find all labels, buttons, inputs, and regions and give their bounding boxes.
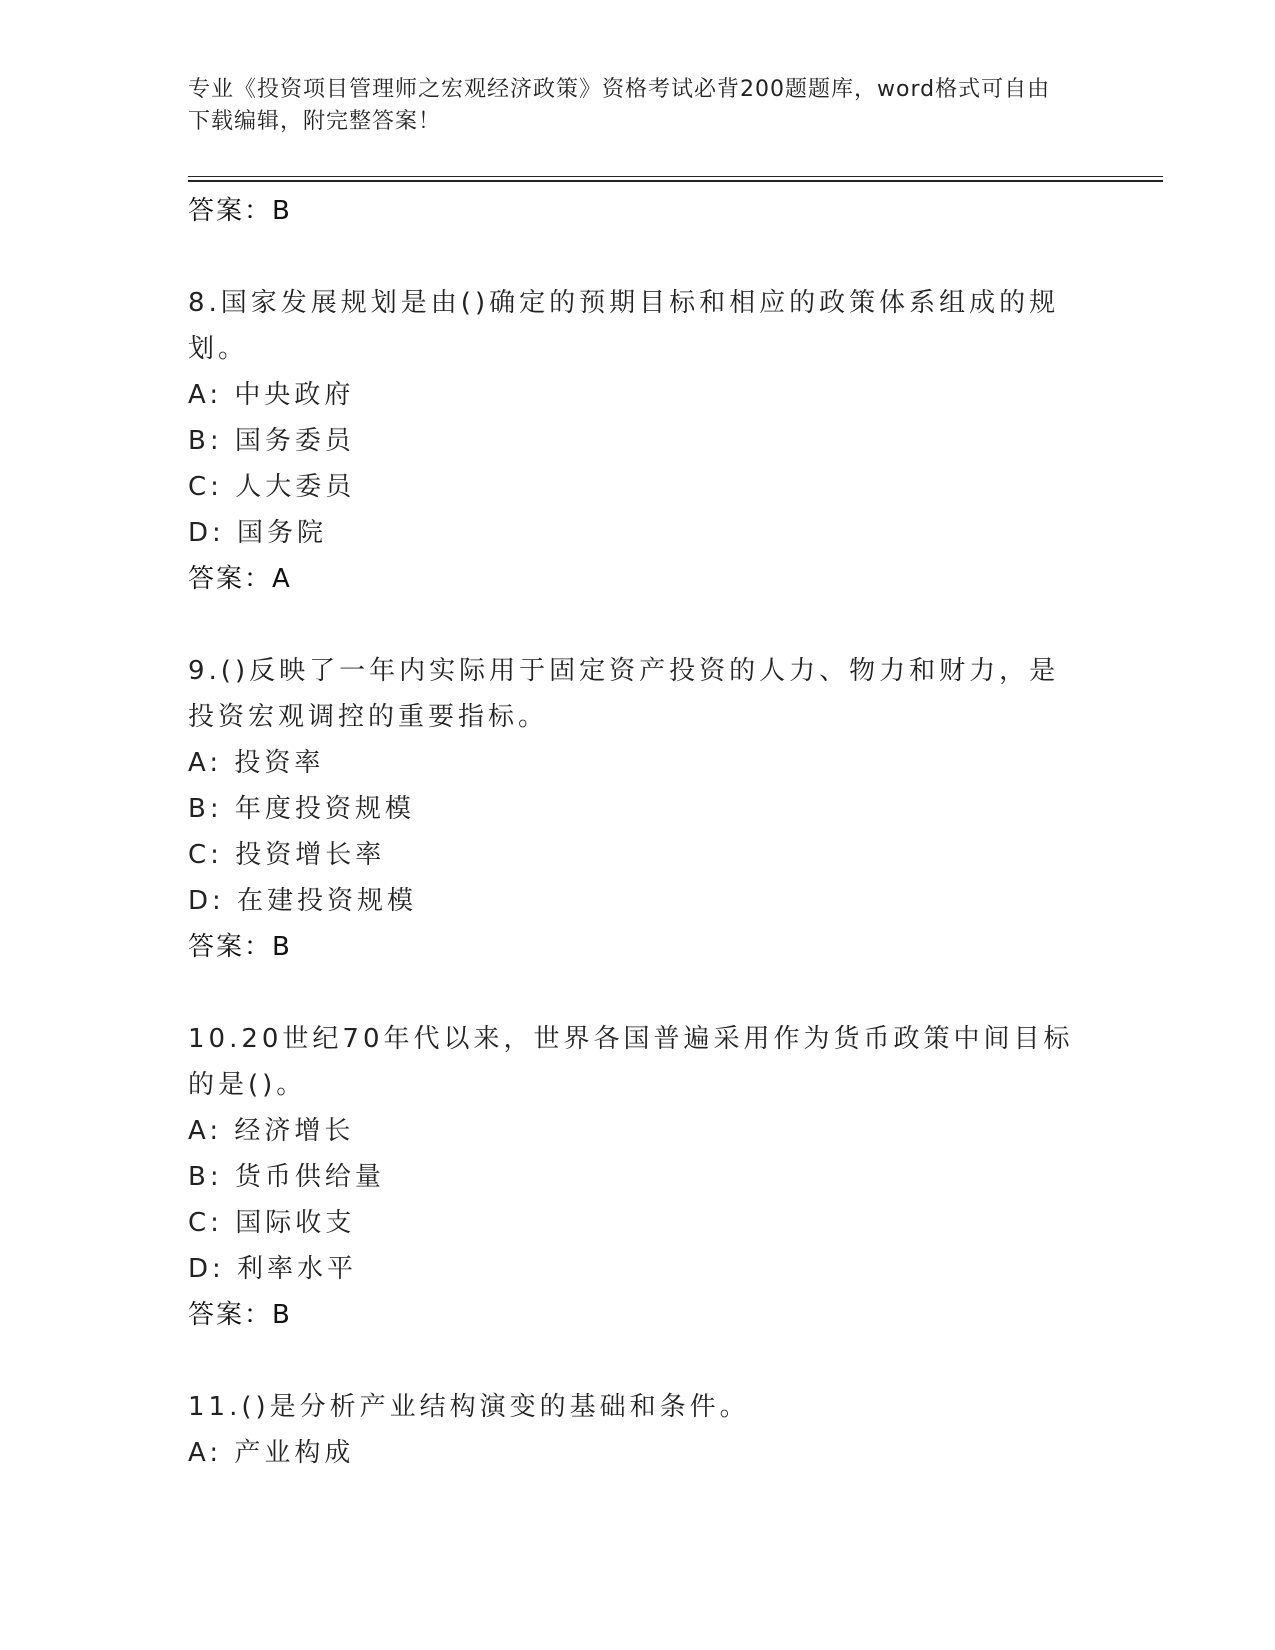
- option-d: [188, 1246, 1078, 1292]
- option-label: C:: [188, 1208, 223, 1238]
- answer: 答案：B: [188, 1300, 292, 1330]
- option-b: [188, 418, 1078, 464]
- option-text: 产业构成: [234, 1438, 355, 1468]
- option-label: C:: [188, 472, 223, 502]
- question-list: [188, 188, 1078, 1476]
- option-d: [188, 878, 1078, 924]
- option-label: D:: [188, 886, 225, 916]
- spacer: [188, 234, 1078, 280]
- document-header: 专业《投资项目管理师之宏观经济政策》资格考试必背200题题库，word格式可自由下载编辑，附完整答案！: [188, 77, 1051, 134]
- option-label: D:: [188, 1254, 225, 1284]
- option-a: [188, 1108, 1078, 1154]
- option-label: A:: [188, 380, 223, 410]
- spacer: [188, 970, 1078, 1016]
- question-10: [188, 1016, 1078, 1338]
- spacer: [188, 1338, 1078, 1384]
- spacer: [188, 602, 1078, 648]
- option-text: 投资率: [234, 748, 325, 778]
- option-text: 利率水平: [237, 1254, 358, 1284]
- option-label: A:: [188, 748, 223, 778]
- option-b: [188, 1154, 1078, 1200]
- option-c: [188, 464, 1078, 510]
- question-stem: 11.()是分析产业结构演变的基础和条件。: [188, 1392, 750, 1422]
- question-11: [188, 1384, 1078, 1476]
- option-d: [188, 510, 1078, 556]
- option-text: 年度投资规模: [234, 794, 415, 824]
- option-label: B:: [188, 426, 223, 456]
- option-label: A:: [188, 1438, 223, 1468]
- option-text: 在建投资规模: [237, 886, 418, 916]
- option-a: [188, 372, 1078, 418]
- header-rule-thick: [188, 180, 1163, 182]
- option-text: 国务院: [237, 518, 328, 548]
- option-label: B:: [188, 794, 223, 824]
- question-stem: 9.()反映了一年内实际用于固定资产投资的人力、物力和财力，是投资宏观调控的重要指标。: [188, 656, 1060, 732]
- option-label: A:: [188, 1116, 223, 1146]
- answer: 答案：B: [188, 932, 292, 962]
- option-text: 人大委员: [235, 472, 356, 502]
- option-text: 国际收支: [235, 1208, 356, 1238]
- option-label: D:: [188, 518, 225, 548]
- option-label: B:: [188, 1162, 223, 1192]
- option-b: [188, 786, 1078, 832]
- option-text: 中央政府: [234, 380, 355, 410]
- question-stem: 10.20世纪70年代以来，世界各国普遍采用作为货币政策中间目标的是()。: [188, 1024, 1074, 1100]
- option-text: 国务委员: [234, 426, 355, 456]
- option-text: 经济增长: [234, 1116, 355, 1146]
- option-label: C:: [188, 840, 223, 870]
- question-stem: 8.国家发展规划是由()确定的预期目标和相应的政策体系组成的规划。: [188, 288, 1060, 364]
- option-a: [188, 740, 1078, 786]
- answer-prev: 答案：B: [188, 196, 292, 226]
- option-c: [188, 1200, 1078, 1246]
- answer: 答案：A: [188, 564, 292, 594]
- option-a: [188, 1430, 1078, 1476]
- question-9: [188, 648, 1078, 970]
- header-rule-thin: [188, 176, 1163, 177]
- option-text: 投资增长率: [235, 840, 386, 870]
- question-8: [188, 280, 1078, 602]
- option-c: [188, 832, 1078, 878]
- option-text: 货币供给量: [234, 1162, 385, 1192]
